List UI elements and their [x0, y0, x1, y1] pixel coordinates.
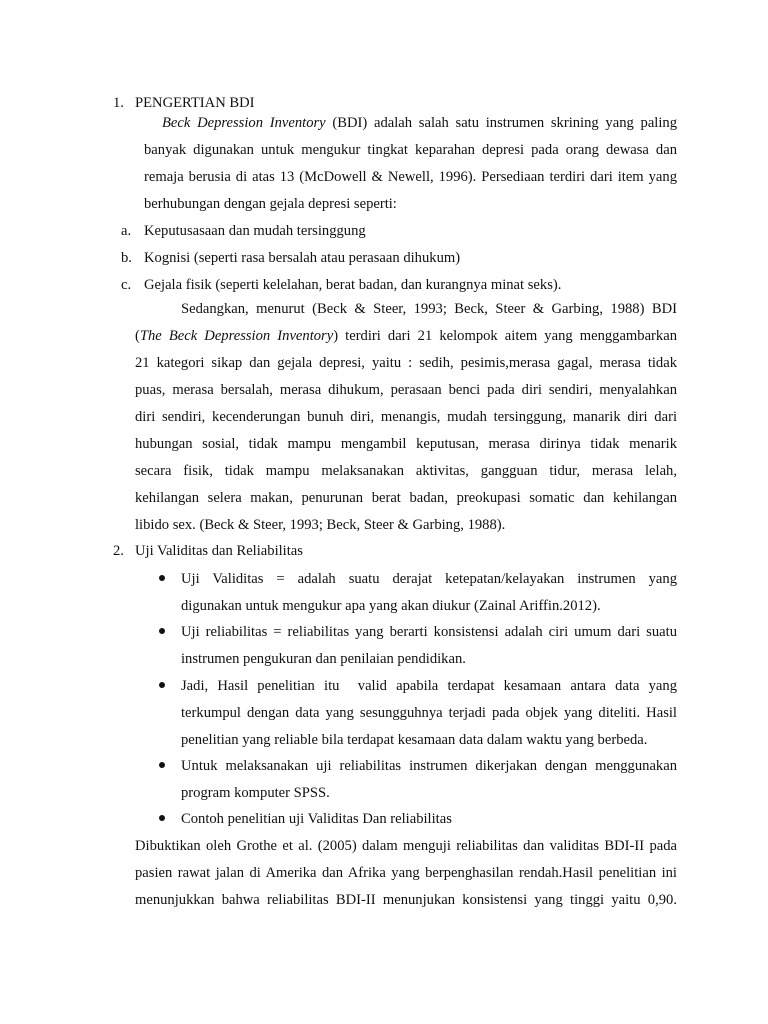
intro-line-2: banyak digunakan untuk mengukur tingkat keparahan depresi pada orang dewasa dan: [144, 142, 677, 158]
para2-open-paren: (: [135, 328, 140, 344]
para2-line-9: libido sex. (Beck & Steer, 1993; Beck, Steer & Garbing, 1988).: [135, 517, 506, 533]
bullet-5-line-1: Contoh penelitian uji Validitas Dan reliabilitas: [181, 811, 452, 827]
intro-line-4: berhubungan dengan gejala depresi seperti:: [144, 196, 397, 212]
para2-line-4: puas, merasa bersalah, merasa dihukum, perasaan benci pada diri sendiri, menyalahkan: [135, 382, 677, 398]
list-item-a: Keputusasaan dan mudah tersinggung: [144, 223, 366, 239]
para2-italic-title: The Beck Depression Inventory: [139, 328, 334, 344]
bullet-4-line-1: Untuk melaksanakan uji reliabilitas instrumen dikerjakan dengan menggunakan: [181, 758, 677, 774]
intro-line-1-rest: (BDI) adalah salah satu instrumen skrining yang paling: [325, 115, 677, 131]
intro-line-1: [162, 114, 677, 132]
bullet-4-dot: [159, 762, 165, 768]
closing-line-1: Dibuktikan oleh Grothe et al. (2005) dalam menguji reliabilitas dan validitas BDI-II pada: [135, 838, 677, 854]
intro-line-3: remaja berusia di atas 13 (McDowell & Newell, 1996). Persediaan terdiri dari item yang: [144, 169, 677, 185]
para2-line-7: secara fisik, tidak mampu melaksanakan aktivitas, gangguan tidur, merasa lelah,: [135, 463, 677, 479]
section-2-number: 2.: [113, 543, 124, 559]
bullet-2-line-1: Uji reliabilitas = reliabilitas yang berarti konsistensi adalah ciri umum dari suatu: [181, 624, 677, 640]
closing-line-3: menunjukkan bahwa reliabilitas BDI-II menunjukan konsistensi yang tinggi yaitu 0,90.: [135, 892, 677, 908]
list-marker-c: c.: [121, 277, 132, 293]
section-1-number: 1.: [113, 95, 124, 111]
bullet-3-line-1: Jadi, Hasil penelitian itu valid apabila terdapat kesamaan antara data yang: [181, 678, 677, 694]
bullet-1-dot: [159, 575, 165, 581]
para2-line-1: Sedangkan, menurut (Beck & Steer, 1993; Beck, Steer & Garbing, 1988) BDI: [181, 301, 677, 317]
bullet-2-line-2: instrumen pengukuran dan penilaian pendidikan.: [181, 651, 466, 667]
bullet-3-line-2: terkumpul dengan data yang sesungguhnya terjadi pada objek yang diteliti. Hasil: [181, 705, 677, 721]
bullet-3-line-3: penelitian yang reliable bila terdapat kesamaan data dalam waktu yang berbeda.: [181, 732, 648, 748]
para2-line-5: diri sendiri, kecenderungan bunuh diri, menangis, mudah tersinggung, manarik diri dari: [135, 409, 677, 425]
list-marker-b: b.: [121, 250, 132, 266]
closing-line-2: pasien rawat jalan di Amerika dan Afrika yang berpenghasilan rendah.Hasil penelitian ini: [135, 865, 677, 881]
bullet-3-dot: [159, 682, 165, 688]
para2-line-3: 21 kategori sikap dan gejala depresi, yaitu : sedih, pesimis,merasa gagal, merasa tidak: [135, 355, 677, 371]
list-item-c: Gejala fisik (seperti kelelahan, berat badan, dan kurangnya minat seks).: [144, 277, 562, 293]
section-2-title: Uji Validitas dan Reliabilitas: [135, 543, 303, 559]
bullet-4-line-2: program komputer SPSS.: [181, 785, 330, 801]
para2-line-2-rest: ) terdiri dari 21 kelompok aitem yang menggambarkan: [333, 328, 677, 344]
bullet-5-dot: [159, 815, 165, 821]
list-marker-a: a.: [121, 223, 132, 239]
list-item-b: Kognisi (seperti rasa bersalah atau perasaan dihukum): [144, 250, 461, 266]
para2-line-8: kehilangan selera makan, penurunan berat badan, preokupasi somatic dan kehilangan: [135, 490, 677, 506]
bullet-2-dot: [159, 628, 165, 634]
para2-line-6: hubungan sosial, tidak mampu mengambil keputusan, merasa dirinya tidak menarik: [135, 436, 677, 452]
section-1-title: PENGERTIAN BDI: [135, 95, 255, 111]
bullet-1-line-2: digunakan untuk mengukur apa yang akan diukur (Zainal Ariffin.2012).: [181, 598, 601, 614]
intro-italic-term: Beck Depression Inventory: [162, 115, 326, 131]
para2-line-2: [135, 327, 677, 345]
bullet-1-line-1: Uji Validitas = adalah suatu derajat ketepatan/kelayakan instrumen yang: [181, 571, 677, 587]
